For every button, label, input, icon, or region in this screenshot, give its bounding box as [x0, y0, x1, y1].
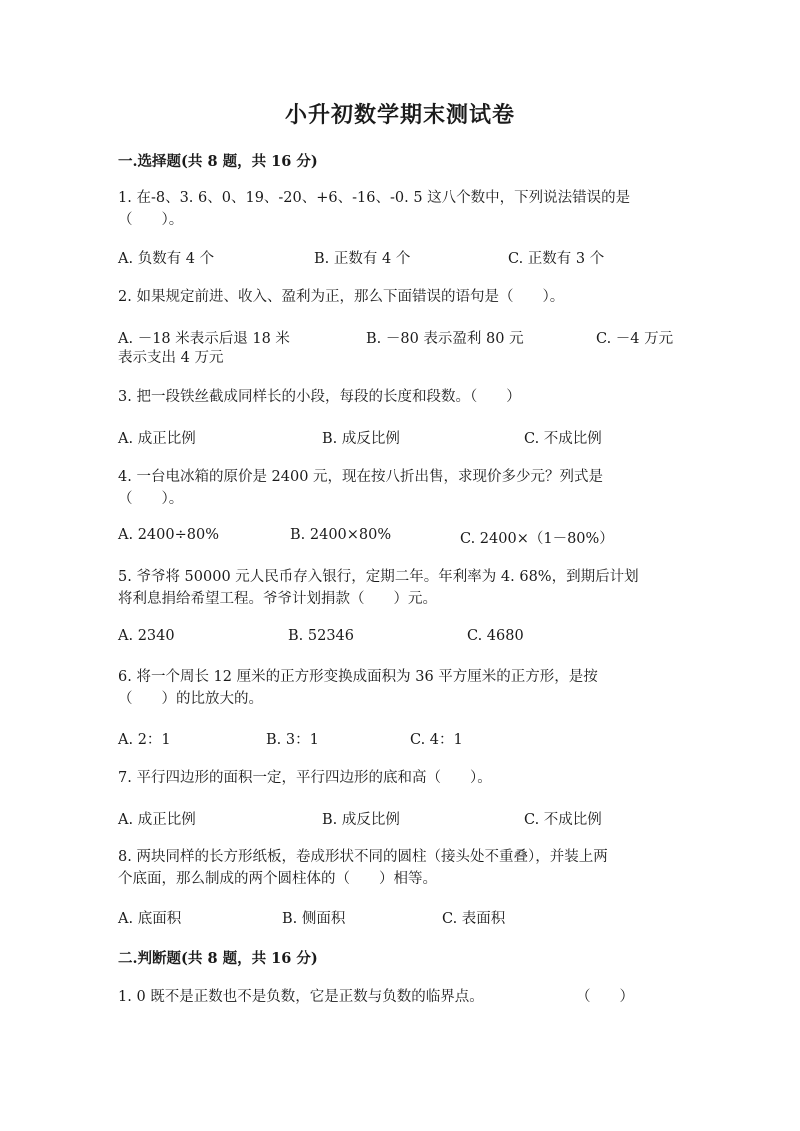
- question-4-options: [118, 527, 690, 549]
- question-5-options: [118, 628, 690, 650]
- question-8-option-c: C. 表面积: [442, 911, 506, 927]
- question-1-line-1: 1. 在-8、3. 6、0、19、-20、+6、-16、-0. 5 这八个数中，下列说法错误的是: [118, 190, 631, 206]
- question-5-option-b: B. 52346: [288, 628, 355, 644]
- question-3-line-1: 3. 把一段铁丝截成同样长的小段，每段的长度和段数。（ ）: [118, 389, 521, 405]
- question-5-option-a: A. 2340: [118, 628, 175, 644]
- question-2-option-a: A. －18 米表示后退 18 米: [118, 331, 290, 347]
- question-1-line-2: （ ）。: [118, 212, 184, 228]
- question-1-option-c: C. 正数有 3 个: [508, 251, 605, 267]
- page-title: 小升初数学期末测试卷: [284, 102, 515, 128]
- judge-question-1: [118, 986, 690, 1008]
- judge-question-1-text: 1. 0 既不是正数也不是负数，它是正数与负数的临界点。: [118, 989, 484, 1005]
- question-4-line-2: （ ）。: [118, 491, 184, 507]
- question-3-option-a: A. 成正比例: [118, 431, 196, 447]
- question-4-line-1: 4. 一台电冰箱的原价是 2400 元，现在按八折出售，求现价多少元？列式是: [118, 469, 604, 485]
- question-4-option-b: B. 2400×80%: [290, 527, 392, 543]
- question-8-options: [118, 907, 690, 929]
- question-3-options: [118, 427, 690, 449]
- question-7-options: [118, 808, 690, 830]
- question-2-option-c: C. －4 万元: [596, 331, 674, 347]
- question-6-line-2: （ ）的比放大的。: [118, 691, 263, 707]
- question-4-option-c: C. 2400×（1－80%）: [460, 531, 614, 547]
- question-1-options: [118, 247, 690, 269]
- question-5-option-c: C. 4680: [467, 628, 524, 644]
- question-5-line-1: 5. 爷爷将 50000 元人民币存入银行，定期二年。年利率为 4. 68%，到期后计划: [118, 569, 639, 585]
- question-7-option-a: A. 成正比例: [118, 812, 196, 828]
- section-title-choice: 一.选择题(共 8 题，共 16 分): [118, 153, 318, 170]
- question-6-option-a: A. 2：1: [118, 732, 171, 748]
- question-2-line-1: 2. 如果规定前进、收入、盈利为正，那么下面错误的语句是（ ）。: [118, 289, 565, 305]
- question-8-line-2: 个底面，那么制成的两个圆柱体的（ ）相等。: [118, 871, 437, 887]
- question-3-option-b: B. 成反比例: [322, 431, 400, 447]
- question-1-option-a: A. 负数有 4 个: [118, 251, 215, 267]
- question-8-option-b: B. 侧面积: [282, 911, 346, 927]
- question-3-option-c: C. 不成比例: [524, 431, 602, 447]
- question-6-line-1: 6. 将一个周长 12 厘米的正方形变换成面积为 36 平方厘米的正方形，是按: [118, 669, 598, 685]
- question-6-options: [118, 728, 690, 750]
- question-7-option-b: B. 成反比例: [322, 812, 400, 828]
- question-8-option-a: A. 底面积: [118, 911, 182, 927]
- question-2-option-b: B. －80 表示盈利 80 元: [366, 331, 524, 347]
- question-8-line-1: 8. 两块同样的长方形纸板，卷成形状不同的圆柱（接头处不重叠），并装上两: [118, 849, 608, 865]
- question-6-option-b: B. 3：1: [266, 732, 319, 748]
- question-2-options: [118, 327, 690, 349]
- section-title-judge: 二.判断题(共 8 题，共 16 分): [118, 950, 318, 967]
- question-2-option-c-continuation: 表示支出 4 万元: [118, 350, 224, 366]
- question-7-option-c: C. 不成比例: [524, 812, 602, 828]
- question-6-option-c: C. 4：1: [410, 732, 463, 748]
- question-7-line-1: 7. 平行四边形的面积一定，平行四边形的底和高（ ）。: [118, 770, 492, 786]
- question-5-line-2: 将利息捐给希望工程。爷爷计划捐款（ ）元。: [118, 591, 437, 607]
- question-4-option-a: A. 2400÷80%: [118, 527, 219, 543]
- judge-question-1-answer-paren: （ ）: [576, 989, 634, 1005]
- question-1-option-b: B. 正数有 4 个: [314, 251, 411, 267]
